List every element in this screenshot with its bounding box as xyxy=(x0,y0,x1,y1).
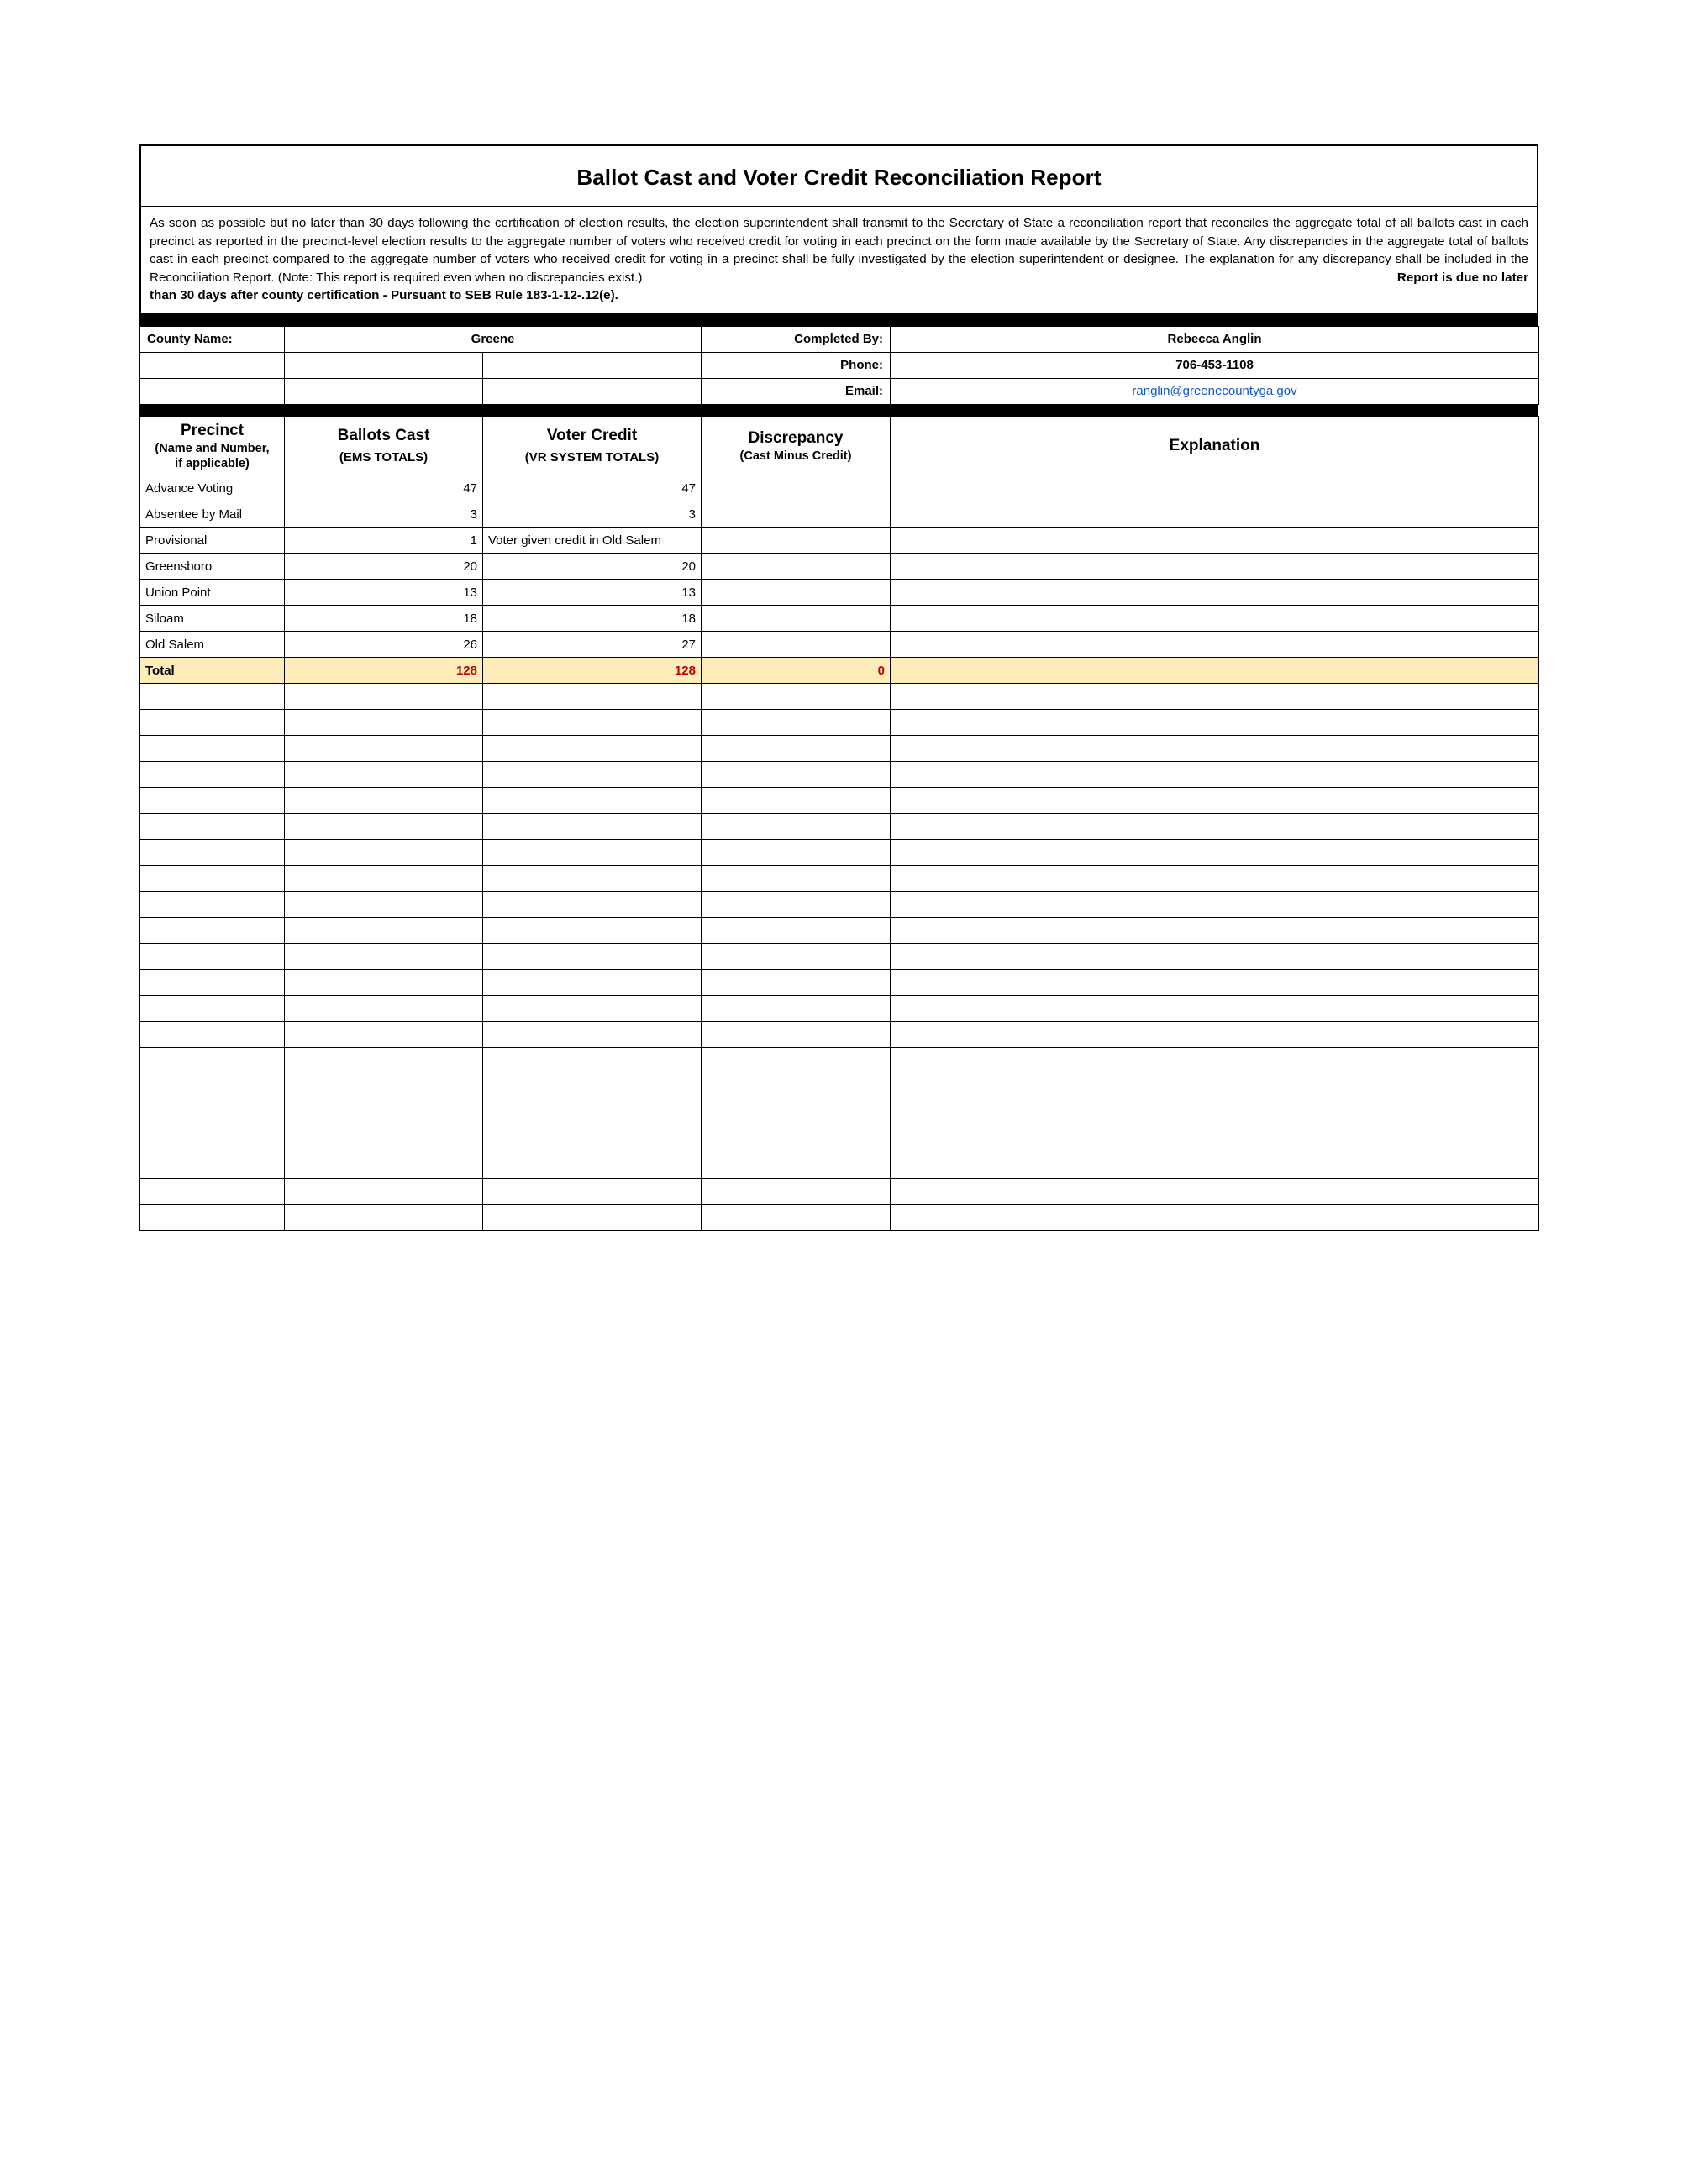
cell-ballots-cast[interactable] xyxy=(285,970,483,996)
cell-voter-credit[interactable] xyxy=(483,788,702,814)
header-voter-credit xyxy=(483,416,702,475)
cell-explanation[interactable] xyxy=(891,996,1539,1022)
cell-precinct[interactable] xyxy=(140,710,285,736)
cell-ballots-cast[interactable] xyxy=(285,1074,483,1100)
cell-discrepancy[interactable] xyxy=(702,1205,891,1231)
cell-discrepancy[interactable] xyxy=(702,1100,891,1126)
cell-discrepancy[interactable] xyxy=(702,996,891,1022)
cell-precinct[interactable] xyxy=(140,1048,285,1074)
cell-explanation[interactable] xyxy=(891,1205,1539,1231)
cell-explanation[interactable] xyxy=(891,1074,1539,1100)
cell-precinct[interactable]: Union Point xyxy=(140,580,285,606)
table-row-empty xyxy=(140,1022,1539,1048)
intro-block xyxy=(139,207,1538,315)
cell-precinct[interactable] xyxy=(140,944,285,970)
cell-voter-credit[interactable] xyxy=(483,814,702,840)
header-credit-sub: (VR SYSTEM TOTALS) xyxy=(524,450,660,465)
table-row xyxy=(140,580,1539,606)
cell-discrepancy[interactable] xyxy=(702,918,891,944)
cell-explanation[interactable] xyxy=(891,814,1539,840)
cell-total-ballots-cast: 128 xyxy=(285,658,483,684)
header-discrepancy-main: Discrepancy xyxy=(748,428,844,447)
cell-total-voter-credit: 128 xyxy=(483,658,702,684)
cell-explanation[interactable] xyxy=(891,866,1539,892)
cell-precinct[interactable] xyxy=(140,736,285,762)
cell-voter-credit[interactable] xyxy=(483,840,702,866)
cell-precinct[interactable] xyxy=(140,970,285,996)
cell-explanation[interactable] xyxy=(891,501,1539,528)
cell-voter-credit[interactable] xyxy=(483,892,702,918)
cell-total-explanation xyxy=(891,658,1539,684)
header-precinct-main: Precinct xyxy=(181,421,244,439)
cell-explanation[interactable] xyxy=(891,528,1539,554)
cell-ballots-cast[interactable] xyxy=(285,892,483,918)
table-row-empty xyxy=(140,1205,1539,1231)
cell-explanation[interactable] xyxy=(891,1022,1539,1048)
due-note-line2: than 30 days after county certification - Pursuant to SEB Rule 183-1-12-.12(e). xyxy=(150,288,618,303)
cell-precinct[interactable] xyxy=(140,1152,285,1179)
cell-explanation[interactable] xyxy=(891,554,1539,580)
cell-precinct[interactable] xyxy=(140,996,285,1022)
cell-explanation[interactable] xyxy=(891,1100,1539,1126)
table-row-empty xyxy=(140,1048,1539,1074)
cell-voter-credit[interactable]: Voter given credit in Old Salem xyxy=(483,528,702,554)
table-row-empty xyxy=(140,1126,1539,1152)
county-name-value[interactable]: Greene xyxy=(285,326,702,352)
cell-voter-credit[interactable] xyxy=(483,1152,702,1179)
cell-voter-credit[interactable] xyxy=(483,1205,702,1231)
cell-discrepancy[interactable] xyxy=(702,710,891,736)
header-ballots-sub: (EMS TOTALS) xyxy=(339,450,429,465)
table-row-empty xyxy=(140,710,1539,736)
cell-discrepancy[interactable] xyxy=(702,684,891,710)
cell-precinct[interactable] xyxy=(140,1022,285,1048)
email-link[interactable]: ranglin@greenecountyga.gov xyxy=(1132,384,1297,399)
cell-discrepancy[interactable] xyxy=(702,1074,891,1100)
cell-precinct[interactable] xyxy=(140,918,285,944)
table-row-total xyxy=(140,658,1539,684)
cell-ballots-cast[interactable] xyxy=(285,1205,483,1231)
cell-ballots-cast[interactable]: 1 xyxy=(285,528,483,554)
cell-precinct[interactable] xyxy=(140,1179,285,1205)
reconciliation-table xyxy=(139,416,1539,1231)
info-blank-3 xyxy=(483,352,702,378)
cell-precinct[interactable] xyxy=(140,1074,285,1100)
title-block xyxy=(139,144,1538,207)
cell-discrepancy[interactable] xyxy=(702,1048,891,1074)
completed-by-label: Completed By: xyxy=(702,326,891,352)
cell-discrepancy[interactable] xyxy=(702,632,891,658)
cell-precinct[interactable]: Siloam xyxy=(140,606,285,632)
cell-voter-credit[interactable] xyxy=(483,684,702,710)
cell-discrepancy[interactable] xyxy=(702,1126,891,1152)
info-blank-5 xyxy=(285,378,483,404)
info-blank-2 xyxy=(285,352,483,378)
table-row xyxy=(140,475,1539,501)
cell-voter-credit[interactable] xyxy=(483,970,702,996)
due-note: Report is due no later xyxy=(1396,270,1528,285)
table-row-empty xyxy=(140,996,1539,1022)
cell-voter-credit[interactable] xyxy=(483,1022,702,1048)
cell-discrepancy[interactable] xyxy=(702,736,891,762)
cell-discrepancy[interactable] xyxy=(702,892,891,918)
header-precinct-sub2: if applicable) xyxy=(175,457,250,471)
table-row-empty xyxy=(140,1100,1539,1126)
info-row-county xyxy=(140,326,1539,352)
cell-precinct[interactable]: Provisional xyxy=(140,528,285,554)
cell-total-label: Total xyxy=(140,658,285,684)
cell-ballots-cast[interactable] xyxy=(285,788,483,814)
cell-discrepancy[interactable] xyxy=(702,528,891,554)
cell-discrepancy[interactable] xyxy=(702,944,891,970)
table-row-empty xyxy=(140,970,1539,996)
cell-ballots-cast[interactable] xyxy=(285,1022,483,1048)
report-sheet xyxy=(139,144,1538,1231)
header-explanation xyxy=(891,416,1539,475)
cell-explanation[interactable] xyxy=(891,944,1539,970)
cell-discrepancy[interactable] xyxy=(702,554,891,580)
cell-discrepancy[interactable] xyxy=(702,580,891,606)
cell-explanation[interactable] xyxy=(891,475,1539,501)
cell-discrepancy[interactable] xyxy=(702,1152,891,1179)
intro-text: As soon as possible but no later than 30 days following the certification of election results, the election superintendent shall transmit to the Secretary of State a reconciliation report that reconciles the aggregate total of all ballots cast in each precinct as reported in the precinct-level election results to the aggregate number of voters who received credit for voting in each precinct on the form made available by the Secretary of State. Any discrepancies in the aggregate total of ballots cast in each precinct compared to the aggregate number of voters who received credit for voting in a precinct shall be fully investigated by the election superintendent or designee. The explanation for any discrepancy shall be included in the Reconciliation Report. (Note: This report is required even when no discrepancies exist.) xyxy=(150,216,1528,285)
cell-explanation[interactable] xyxy=(891,736,1539,762)
cell-ballots-cast[interactable] xyxy=(285,996,483,1022)
cell-explanation[interactable] xyxy=(891,1152,1539,1179)
table-header-row xyxy=(140,416,1539,475)
cell-explanation[interactable] xyxy=(891,892,1539,918)
cell-voter-credit[interactable] xyxy=(483,736,702,762)
cell-ballots-cast[interactable] xyxy=(285,1152,483,1179)
cell-voter-credit[interactable] xyxy=(483,1126,702,1152)
cell-discrepancy[interactable] xyxy=(702,1022,891,1048)
table-row-empty xyxy=(140,892,1539,918)
cell-ballots-cast[interactable] xyxy=(285,736,483,762)
cell-precinct[interactable] xyxy=(140,814,285,840)
cell-voter-credit[interactable] xyxy=(483,1074,702,1100)
cell-ballots-cast[interactable]: 13 xyxy=(285,580,483,606)
cell-discrepancy[interactable] xyxy=(702,606,891,632)
cell-precinct[interactable] xyxy=(140,684,285,710)
cell-ballots-cast[interactable]: 18 xyxy=(285,606,483,632)
cell-voter-credit[interactable] xyxy=(483,944,702,970)
county-name-label: County Name: xyxy=(140,326,285,352)
cell-ballots-cast[interactable]: 3 xyxy=(285,501,483,528)
table-body xyxy=(140,475,1539,1231)
cell-ballots-cast[interactable]: 26 xyxy=(285,632,483,658)
header-ballots-main: Ballots Cast xyxy=(337,427,430,445)
header-ballots-cast xyxy=(285,416,483,475)
table-row-empty xyxy=(140,762,1539,788)
cell-explanation[interactable] xyxy=(891,710,1539,736)
cell-explanation[interactable] xyxy=(891,788,1539,814)
cell-explanation[interactable] xyxy=(891,1048,1539,1074)
cell-precinct[interactable] xyxy=(140,788,285,814)
cell-precinct[interactable] xyxy=(140,1100,285,1126)
cell-explanation[interactable] xyxy=(891,840,1539,866)
cell-voter-credit[interactable] xyxy=(483,762,702,788)
cell-explanation[interactable] xyxy=(891,632,1539,658)
header-explanation-main: Explanation xyxy=(1169,437,1260,455)
cell-voter-credit[interactable]: 13 xyxy=(483,580,702,606)
cell-ballots-cast[interactable] xyxy=(285,1126,483,1152)
info-blank-6 xyxy=(483,378,702,404)
cell-precinct[interactable] xyxy=(140,866,285,892)
cell-voter-credit[interactable]: 3 xyxy=(483,501,702,528)
cell-ballots-cast[interactable] xyxy=(285,1048,483,1074)
phone-value[interactable]: 706-453-1108 xyxy=(891,352,1539,378)
phone-label: Phone: xyxy=(702,352,891,378)
cell-ballots-cast[interactable] xyxy=(285,866,483,892)
table-row-empty xyxy=(140,840,1539,866)
cell-discrepancy[interactable] xyxy=(702,970,891,996)
table-row xyxy=(140,632,1539,658)
cell-voter-credit[interactable] xyxy=(483,1048,702,1074)
cell-precinct[interactable] xyxy=(140,892,285,918)
info-blank-1 xyxy=(140,352,285,378)
cell-precinct[interactable]: Greensboro xyxy=(140,554,285,580)
cell-discrepancy[interactable] xyxy=(702,788,891,814)
completed-by-value[interactable]: Rebecca Anglin xyxy=(891,326,1539,352)
cell-ballots-cast[interactable] xyxy=(285,710,483,736)
cell-voter-credit[interactable] xyxy=(483,1179,702,1205)
cell-precinct[interactable]: Advance Voting xyxy=(140,475,285,501)
cell-discrepancy[interactable] xyxy=(702,814,891,840)
table-row-empty xyxy=(140,814,1539,840)
page-title: Ballot Cast and Voter Credit Reconciliation Report xyxy=(576,165,1102,190)
cell-explanation[interactable] xyxy=(891,762,1539,788)
cell-voter-credit[interactable]: 27 xyxy=(483,632,702,658)
cell-explanation[interactable] xyxy=(891,580,1539,606)
header-precinct-sub: (Name and Number, xyxy=(155,441,270,455)
cell-discrepancy[interactable] xyxy=(702,866,891,892)
cell-ballots-cast[interactable] xyxy=(285,1179,483,1205)
cell-precinct[interactable]: Old Salem xyxy=(140,632,285,658)
header-credit-main: Voter Credit xyxy=(546,427,638,445)
cell-voter-credit[interactable]: 18 xyxy=(483,606,702,632)
divider-bar-middle xyxy=(139,405,1538,416)
email-value[interactable] xyxy=(891,378,1539,404)
cell-ballots-cast[interactable] xyxy=(285,918,483,944)
cell-discrepancy[interactable] xyxy=(702,475,891,501)
table-row-empty xyxy=(140,918,1539,944)
table-row xyxy=(140,528,1539,554)
cell-ballots-cast[interactable] xyxy=(285,684,483,710)
header-discrepancy xyxy=(702,416,891,475)
cell-ballots-cast[interactable] xyxy=(285,762,483,788)
cell-voter-credit[interactable]: 20 xyxy=(483,554,702,580)
cell-precinct[interactable] xyxy=(140,840,285,866)
cell-explanation[interactable] xyxy=(891,606,1539,632)
table-row-empty xyxy=(140,1074,1539,1100)
cell-discrepancy[interactable] xyxy=(702,1179,891,1205)
cell-precinct[interactable]: Absentee by Mail xyxy=(140,501,285,528)
table-row xyxy=(140,606,1539,632)
info-row-email xyxy=(140,378,1539,404)
cell-ballots-cast[interactable]: 20 xyxy=(285,554,483,580)
cell-voter-credit[interactable] xyxy=(483,1100,702,1126)
header-precinct xyxy=(140,416,285,475)
table-row-empty xyxy=(140,788,1539,814)
table-row-empty xyxy=(140,944,1539,970)
cell-explanation[interactable] xyxy=(891,684,1539,710)
cell-ballots-cast[interactable]: 47 xyxy=(285,475,483,501)
table-row-empty xyxy=(140,736,1539,762)
cell-voter-credit[interactable] xyxy=(483,866,702,892)
cell-ballots-cast[interactable] xyxy=(285,1100,483,1126)
table-row-empty xyxy=(140,1152,1539,1179)
divider-bar-top xyxy=(139,315,1538,326)
table-row-empty xyxy=(140,684,1539,710)
table-row xyxy=(140,554,1539,580)
cell-explanation[interactable] xyxy=(891,1126,1539,1152)
cell-precinct[interactable] xyxy=(140,1126,285,1152)
cell-explanation[interactable] xyxy=(891,1179,1539,1205)
info-blank-4 xyxy=(140,378,285,404)
cell-voter-credit[interactable] xyxy=(483,918,702,944)
cell-voter-credit[interactable] xyxy=(483,710,702,736)
email-label: Email: xyxy=(702,378,891,404)
info-row-phone xyxy=(140,352,1539,378)
cell-total-discrepancy: 0 xyxy=(702,658,891,684)
info-table xyxy=(139,326,1539,405)
table-row-empty xyxy=(140,866,1539,892)
cell-precinct[interactable] xyxy=(140,762,285,788)
cell-precinct[interactable] xyxy=(140,1205,285,1231)
table-row xyxy=(140,501,1539,528)
header-discrepancy-sub: (Cast Minus Credit) xyxy=(739,449,852,464)
cell-discrepancy[interactable] xyxy=(702,840,891,866)
cell-ballots-cast[interactable] xyxy=(285,944,483,970)
cell-explanation[interactable] xyxy=(891,918,1539,944)
cell-voter-credit[interactable] xyxy=(483,996,702,1022)
cell-discrepancy[interactable] xyxy=(702,762,891,788)
table-row-empty xyxy=(140,1179,1539,1205)
cell-ballots-cast[interactable] xyxy=(285,814,483,840)
cell-voter-credit[interactable]: 47 xyxy=(483,475,702,501)
cell-ballots-cast[interactable] xyxy=(285,840,483,866)
cell-discrepancy[interactable] xyxy=(702,501,891,528)
cell-explanation[interactable] xyxy=(891,970,1539,996)
